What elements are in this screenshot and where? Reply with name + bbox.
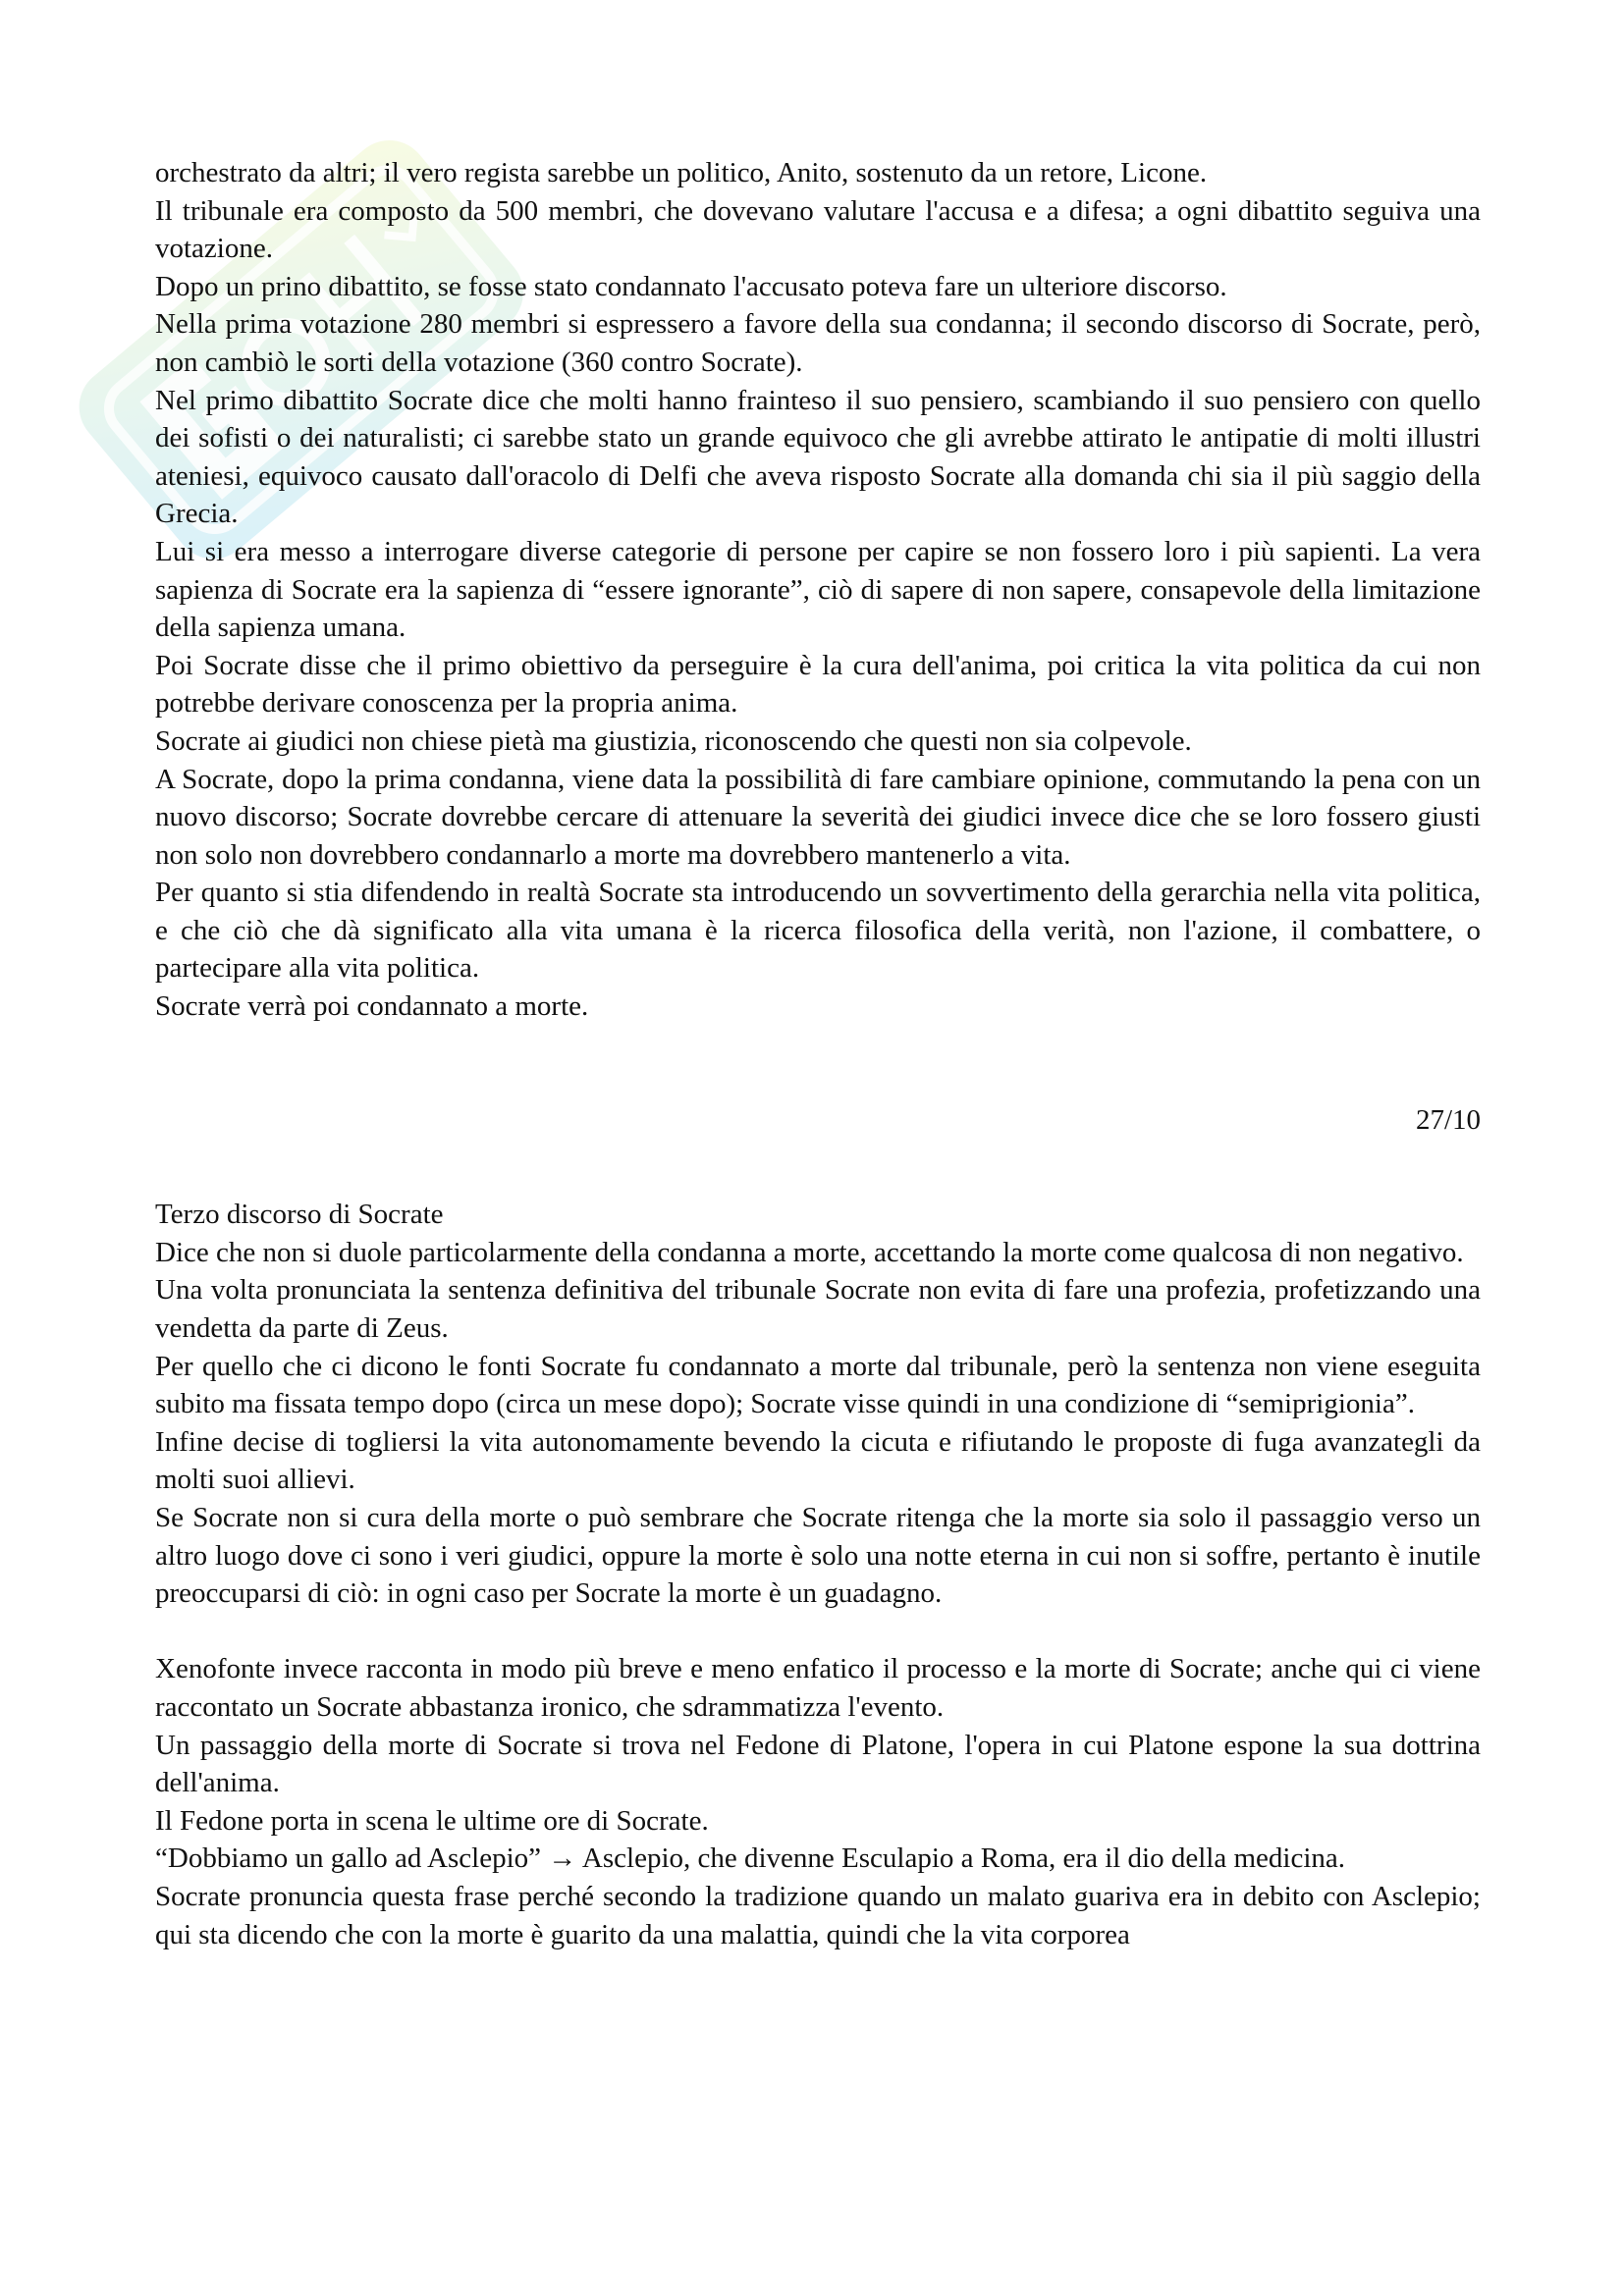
paragraph: Dice che non si duole particolarmente della condanna a morte, accettando la morte come qualcosa di non negativo. [155, 1236, 1464, 1268]
paragraph: Socrate pronuncia questa frase perché secondo la tradizione quando un malato guariva era in debito con Asclepio; qui sta dicendo che con la morte è guarito da una malattia, quindi che la vita corporea [155, 1880, 1481, 1950]
paragraph: Poi Socrate disse che il primo obiettivo da perseguire è la cura dell'anima, poi critica la vita politica da cui non potrebbe derivare conoscenza per la propria anima. [155, 649, 1481, 720]
paragraph: Per quello che ci dicono le fonti Socrate fu condannato a morte dal tribunale, però la sentenza non viene eseguita subito ma fissata tempo dopo (circa un mese dopo); Socrate visse quindi in una condizione di “semiprigionia”. [155, 1350, 1481, 1420]
date-heading: 27/10 [1415, 1103, 1481, 1136]
paragraph: Il Fedone porta in scena le ultime ore di Socrate. [155, 1804, 709, 1837]
document-body [155, 154, 1481, 1953]
paragraph: Una volta pronunciata la sentenza definitiva del tribunale Socrate non evita di fare una profezia, profetizzando una vendetta da parte di Zeus. [155, 1274, 1481, 1345]
paragraph: orchestrato da altri; il vero regista sarebbe un politico, Anito, sostenuto da un retore, Licone. [155, 157, 1208, 188]
section-title: Terzo discorso di Socrate [155, 1199, 444, 1231]
paragraph: Un passaggio della morte di Socrate si trova nel Fedone di Platone, l'opera in cui Platone espone la sua dottrina dell'anima. [155, 1729, 1481, 1799]
paragraph: Il tribunale era composto da 500 membri, che dovevano valutare l'accusa e a difesa; a ogni dibattito seguiva una votazione. [155, 194, 1481, 265]
paragraph: Lui si era messo a interrogare diverse categorie di persone per capire se non fossero loro i più sapienti. La vera sapienza di Socrate era la sapienza di “essere ignorante”, ciò di sapere di non sapere, consapevole della limitazione della sapienza umana. [155, 535, 1481, 644]
paragraph: Nella prima votazione 280 membri si espressero a favore della sua condanna; il secondo discorso di Socrate, però, non cambiò le sorti della votazione (360 contro Socrate). [155, 308, 1481, 378]
paragraph: Socrate ai giudici non chiese pietà ma giustizia, riconoscendo che questi non sia colpevole. [155, 724, 1192, 757]
paragraph: “Dobbiamo un gallo ad Asclepio” → Asclepio, che divenne Esculapio a Roma, era il dio della medicina. [155, 1842, 1346, 1875]
paragraph: Per quanto si stia difendendo in realtà Socrate sta introducendo un sovvertimento della gerarchia nella vita politica, e che ciò che dà significato alla vita umana è la ricerca filosofica della verità, non l'azione, il combattere, o partecipare alla vita politica. [155, 877, 1481, 985]
paragraph: A Socrate, dopo la prima condanna, viene data la possibilità di fare cambiare opinione, commutando la pena con un nuovo discorso; Socrate dovrebbe cercare di attenuare la severità dei giudici invece dice che se loro fossero giusti non solo non dovrebbero condannarlo a morte ma dovrebbero mantenerlo a vita. [155, 763, 1481, 871]
paragraph: Infine decise di togliersi la vita autonomamente bevendo la cicuta e rifiutando le proposte di fuga avanzategli da molti suoi allievi. [155, 1425, 1481, 1496]
paragraph: Dopo un prino dibattito, se fosse stato condannato l'accusato poteva fare un ulteriore discorso. [155, 270, 1227, 302]
paragraph: Xenofonte invece racconta in modo più breve e meno enfatico il processo e la morte di Socrate; anche qui ci viene raccontato un Socrate abbastanza ironico, che sdrammatizza l'evento. [155, 1653, 1481, 1723]
paragraph: Nel primo dibattito Socrate dice che molti hanno frainteso il suo pensiero, scambiando il suo pensiero con quello dei sofisti o dei naturalisti; ci sarebbe stato un grande equivoco che gli avrebbe attirato le antipatie di molti illustri ateniesi, equivoco causato dall'oracolo di Delfi che aveva risposto Socrate alla domanda chi sia il più saggio della Grecia. [155, 384, 1481, 530]
paragraph: Socrate verrà poi condannato a morte. [155, 990, 589, 1023]
paragraph: Se Socrate non si cura della morte o può sembrare che Socrate ritenga che la morte sia solo il passaggio verso un altro luogo dove ci sono i veri giudici, oppure la morte è solo una notte eterna in cui non si soffre, pertanto è inutile preoccuparsi di ciò: in ogni caso per Socrate la morte è un guadagno. [155, 1502, 1481, 1610]
